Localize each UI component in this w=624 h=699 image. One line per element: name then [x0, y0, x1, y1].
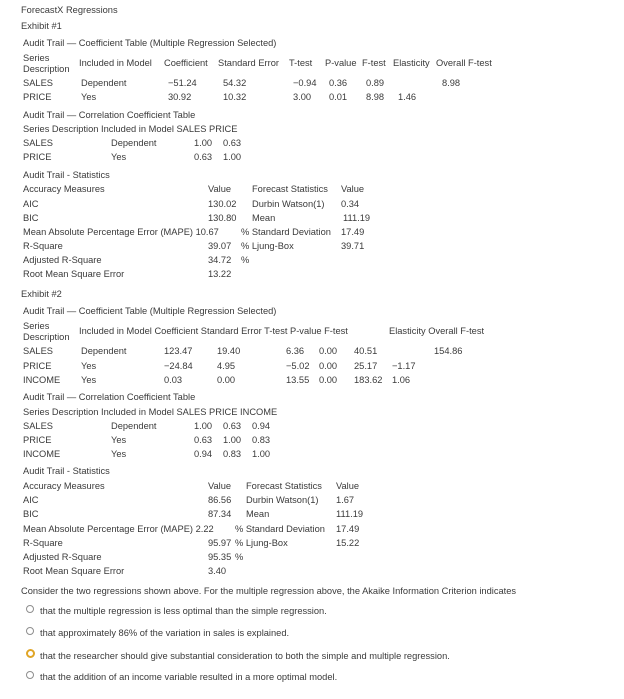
- table-cell: 15.22: [336, 538, 360, 548]
- table-cell: Durbin Watson(1): [252, 199, 325, 209]
- table-cell: −24.84: [164, 361, 193, 371]
- question-text: Consider the two regressions shown above. For the multiple regression above, the Akaike Information Criterion indicates: [21, 586, 517, 596]
- table-cell: % Ljung-Box: [235, 538, 288, 548]
- table-cell: Mean Absolute Percentage Error (MAPE) 10.67: [23, 227, 219, 237]
- table-cell: 111.19: [343, 213, 371, 223]
- table-cell: SALES: [23, 421, 53, 431]
- table-cell: 123.47: [164, 346, 193, 356]
- table-cell: 0.00: [319, 361, 338, 371]
- stats-header-label: Accuracy Measures: [23, 184, 105, 194]
- table-cell: % Ljung-Box: [241, 241, 294, 251]
- table-cell: Root Mean Square Error: [23, 566, 125, 576]
- ex2-head-mid: Included in Model Coefficient Standard Error T-test P-value F-test: [79, 326, 348, 336]
- table-cell: Yes: [81, 361, 97, 371]
- table-cell: 13.22: [208, 269, 232, 279]
- exhibit1-label: Exhibit #1: [21, 21, 62, 31]
- table-cell: 86.56: [208, 495, 232, 505]
- table-cell: 3.00: [293, 92, 312, 102]
- table-cell: 1.00: [223, 152, 242, 162]
- stats-header-fs-value: Value: [336, 481, 360, 491]
- ex1-head-elasticity: Elasticity: [393, 58, 430, 68]
- table-cell: PRICE: [23, 92, 52, 102]
- table-cell: 17.49: [336, 524, 360, 534]
- table-cell: Mean Absolute Percentage Error (MAPE) 2.22: [23, 524, 214, 534]
- table-cell: 1.00: [223, 435, 242, 445]
- table-cell: 30.92: [168, 92, 192, 102]
- table-cell: BIC: [23, 213, 39, 223]
- table-cell: −1.17: [392, 361, 416, 371]
- table-cell: Mean: [252, 213, 276, 223]
- table-cell: 0.89: [366, 78, 385, 88]
- radio-button[interactable]: [26, 671, 34, 679]
- ex2-head-series-2: Description: [23, 332, 70, 342]
- exhibit2-coef-title: Audit Trail — Coefficient Table (Multiple Regression Selected): [23, 306, 277, 316]
- table-cell: 13.55: [286, 375, 310, 385]
- table-cell: 1.00: [194, 421, 213, 431]
- stats-header-value: Value: [208, 481, 232, 491]
- table-cell: 0.63: [223, 138, 242, 148]
- exhibit2-corr-header: Series Description Included in Model SALES PRICE INCOME: [23, 407, 278, 417]
- ex1-head-ftest: F-test: [362, 58, 386, 68]
- table-cell: 1.06: [392, 375, 411, 385]
- table-cell: 0.34: [341, 199, 360, 209]
- ex1-head-pvalue: P-value: [325, 58, 357, 68]
- ex1-head-coefficient: Coefficient: [164, 58, 208, 68]
- radio-button[interactable]: [26, 627, 34, 635]
- table-cell: AIC: [23, 495, 39, 505]
- table-cell: Dependent: [111, 421, 157, 431]
- exhibit2-stats-title: Audit Trail - Statistics: [23, 466, 110, 476]
- table-cell: Adjusted R-Square: [23, 255, 102, 265]
- table-cell: 39.71: [341, 241, 365, 251]
- table-cell: Root Mean Square Error: [23, 269, 125, 279]
- radio-button-selected[interactable]: [26, 649, 35, 658]
- table-cell: 0.83: [223, 449, 242, 459]
- table-cell: Adjusted R-Square: [23, 552, 102, 562]
- table-cell: Yes: [111, 152, 127, 162]
- table-cell: 6.36: [286, 346, 305, 356]
- exhibit2-label: Exhibit #2: [21, 289, 62, 299]
- table-cell: Mean: [246, 509, 270, 519]
- table-cell: 87.34: [208, 509, 232, 519]
- table-cell: 40.51: [354, 346, 378, 356]
- table-cell: 54.32: [223, 78, 247, 88]
- stats-header-value: Value: [208, 184, 232, 194]
- table-cell: 19.40: [217, 346, 241, 356]
- ex1-head-series-2: Description: [23, 64, 70, 74]
- radio-button[interactable]: [26, 605, 34, 613]
- table-cell: PRICE: [23, 361, 52, 371]
- table-cell: 111.19: [336, 509, 364, 519]
- stats-header-fs-value: Value: [341, 184, 365, 194]
- ex1-head-included: Included in Model: [79, 58, 152, 68]
- table-cell: 3.40: [208, 566, 227, 576]
- table-cell: 34.72: [208, 255, 232, 265]
- table-cell: 0.03: [164, 375, 183, 385]
- table-cell: Yes: [111, 435, 127, 445]
- table-cell: Yes: [81, 375, 97, 385]
- table-cell: SALES: [23, 346, 53, 356]
- table-cell: 183.62: [354, 375, 383, 385]
- ex1-head-std-error: Standard Error: [218, 58, 279, 68]
- table-cell: INCOME: [23, 449, 61, 459]
- table-cell: 1.00: [252, 449, 271, 459]
- table-cell: INCOME: [23, 375, 61, 385]
- page-title: ForecastX Regressions: [21, 5, 118, 15]
- table-cell: Dependent: [111, 138, 157, 148]
- table-cell: 0.00: [319, 375, 338, 385]
- table-cell: 8.98: [366, 92, 385, 102]
- table-cell: 95.35: [208, 552, 232, 562]
- exhibit2-corr-title: Audit Trail — Correlation Coefficient Table: [23, 392, 196, 402]
- table-cell: −0.94: [293, 78, 317, 88]
- table-cell: %: [241, 255, 250, 265]
- option-label[interactable]: that approximately 86% of the variation in sales is explained.: [40, 628, 290, 638]
- table-cell: Dependent: [81, 346, 127, 356]
- table-cell: 1.00: [194, 138, 213, 148]
- table-cell: PRICE: [23, 152, 52, 162]
- option-label[interactable]: that the addition of an income variable resulted in a more optimal model.: [40, 672, 338, 682]
- table-cell: % Standard Deviation: [235, 524, 325, 534]
- table-cell: 0.63: [194, 435, 213, 445]
- table-cell: Dependent: [81, 78, 127, 88]
- table-cell: Yes: [81, 92, 97, 102]
- table-cell: 95.97: [208, 538, 232, 548]
- ex2-head-elasticity: Elasticity Overall F-test: [389, 326, 485, 336]
- table-cell: SALES: [23, 78, 53, 88]
- table-cell: Yes: [111, 449, 127, 459]
- table-cell: BIC: [23, 509, 39, 519]
- table-cell: 0.36: [329, 78, 348, 88]
- table-cell: 8.98: [442, 78, 461, 88]
- ex1-head-overall: Overall F-test: [436, 58, 492, 68]
- table-cell: 17.49: [341, 227, 365, 237]
- stats-header-fs: Forecast Statistics: [252, 184, 328, 194]
- exhibit1-corr-title: Audit Trail — Correlation Coefficient Table: [23, 110, 196, 120]
- table-cell: Durbin Watson(1): [246, 495, 319, 505]
- table-cell: 10.32: [223, 92, 247, 102]
- table-cell: 25.17: [354, 361, 378, 371]
- table-cell: 0.94: [252, 421, 271, 431]
- table-cell: 0.63: [223, 421, 242, 431]
- table-cell: R-Square: [23, 538, 63, 548]
- table-cell: %: [235, 552, 244, 562]
- table-cell: AIC: [23, 199, 39, 209]
- option-label[interactable]: that the multiple regression is less optimal than the simple regression.: [40, 606, 327, 616]
- stats-header-label: Accuracy Measures: [23, 481, 105, 491]
- table-cell: 0.00: [319, 346, 338, 356]
- table-cell: 4.95: [217, 361, 236, 371]
- table-cell: 0.00: [217, 375, 236, 385]
- table-cell: 0.94: [194, 449, 213, 459]
- ex2-head-series-1: Series: [23, 321, 50, 331]
- exhibit1-stats-title: Audit Trail - Statistics: [23, 170, 110, 180]
- table-cell: R-Square: [23, 241, 63, 251]
- table-cell: 154.86: [434, 346, 463, 356]
- exhibit1-corr-header: Series Description Included in Model SALES PRICE: [23, 124, 238, 134]
- table-cell: 1.46: [398, 92, 417, 102]
- table-cell: 0.63: [194, 152, 213, 162]
- table-cell: SALES: [23, 138, 53, 148]
- table-cell: % Standard Deviation: [241, 227, 331, 237]
- table-cell: 39.07: [208, 241, 232, 251]
- ex1-head-ttest: T-test: [289, 58, 313, 68]
- table-cell: −5.02: [286, 361, 310, 371]
- table-cell: 0.01: [329, 92, 348, 102]
- table-cell: PRICE: [23, 435, 52, 445]
- stats-header-fs: Forecast Statistics: [246, 481, 322, 491]
- table-cell: 0.83: [252, 435, 271, 445]
- table-cell: 1.67: [336, 495, 355, 505]
- exhibit1-coef-title: Audit Trail — Coefficient Table (Multiple Regression Selected): [23, 38, 277, 48]
- table-cell: −51.24: [168, 78, 197, 88]
- table-cell: 130.02: [208, 199, 237, 209]
- option-label[interactable]: that the researcher should give substantial consideration to both the simple and multiple regression.: [40, 651, 450, 661]
- ex1-head-series-1: Series: [23, 53, 50, 63]
- table-cell: 130.80: [208, 213, 237, 223]
